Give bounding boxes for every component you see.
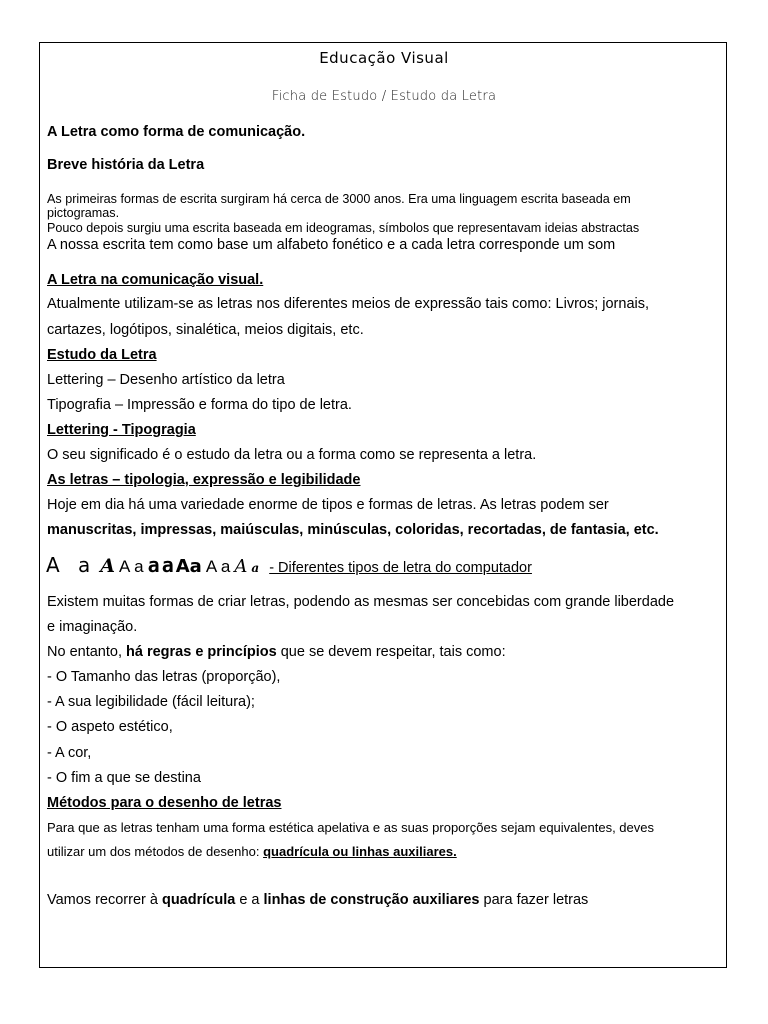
paragraph-line: As primeiras formas de escrita surgiram há cerca de 3000 anos. Era uma linguagem escrita baseada em — [47, 192, 631, 206]
list-item: - O aspeto estético, — [47, 719, 173, 735]
bold-text: há regras e princípios — [126, 644, 277, 660]
paragraph-line — [47, 644, 506, 660]
paragraph-line: Lettering – Desenho artístico da letra — [47, 372, 285, 388]
paragraph-line: Hoje em dia há uma variedade enorme de tipos e formas de letras. As letras podem ser — [47, 497, 609, 513]
text-span: que se devem respeitar, tais como: — [276, 644, 506, 660]
paragraph-line: Atualmente utilizam-se as letras nos diferentes meios de expressão tais como: Livros; jornais, — [47, 296, 650, 312]
paragraph-line: cartazes, logótipos, sinalética, meios digitais, etc. — [47, 322, 364, 338]
text-span: Vamos recorrer à — [47, 892, 162, 908]
paragraph-line: A nossa escrita tem como base um alfabeto fonético e a cada letra corresponde um som — [47, 237, 616, 253]
heading-lettering-tipografia: Lettering - Tipogragia — [47, 422, 196, 438]
font-samples-caption: - Diferentes tipos de letra do computador — [269, 560, 532, 576]
list-item: - O fim a que se destina — [47, 770, 201, 786]
heading-tipologia: As letras – tipologia, expressão e legibilidade — [47, 472, 361, 488]
text-span: e a — [235, 892, 264, 908]
paragraph-line: Pouco depois surgiu uma escrita baseada em ideogramas, símbolos que representavam ideias abstractas — [47, 221, 640, 235]
font-sample: A a — [119, 557, 144, 576]
paragraph-line — [47, 844, 457, 859]
text-span: No entanto, — [47, 644, 126, 660]
font-sample: A a — [46, 553, 97, 577]
document-subtitle: Ficha de Estudo / Estudo da Letra — [271, 89, 497, 104]
heading-metodos: Métodos para o desenho de letras — [47, 795, 282, 811]
paragraph-line: pictogramas. — [47, 206, 120, 220]
font-sample: a — [251, 561, 260, 575]
paragraph-line: O seu significado é o estudo da letra ou a forma como se representa a letra. — [47, 447, 537, 463]
font-sample: A — [234, 556, 248, 577]
font-sample: a — [147, 553, 158, 577]
paragraph-line: Para que as letras tenham uma forma estética apelativa e as suas proporções sejam equivalentes, deves — [47, 820, 655, 835]
heading-letra-comunicacao: A Letra como forma de comunicação. — [47, 124, 306, 140]
list-item: - O Tamanho das letras (proporção), — [47, 669, 281, 685]
paragraph-line-bold: manuscritas, impressas, maiúsculas, minúsculas, coloridas, recortadas, de fantasia, etc. — [47, 522, 659, 538]
bold-text: linhas de construção auxiliares — [263, 892, 480, 908]
heading-estudo-letra: Estudo da Letra — [47, 347, 157, 363]
heading-comunicacao-visual: A Letra na comunicação visual. — [47, 272, 264, 288]
font-sample: a — [161, 553, 172, 577]
underlined-bold-text: quadrícula ou linhas auxiliares. — [263, 844, 457, 859]
text-span: utilizar um dos métodos de desenho: — [47, 844, 264, 859]
bold-text: quadrícula — [161, 892, 236, 908]
document-title: Educação Visual — [319, 49, 449, 67]
font-sample: A — [100, 555, 116, 577]
font-sample: Aa — [175, 556, 202, 577]
text-span: para fazer letras — [479, 892, 589, 908]
final-paragraph — [47, 892, 588, 908]
font-samples-row — [46, 553, 532, 579]
paragraph-line: e imaginação. — [47, 619, 138, 635]
paragraph-line: Tipografia – Impressão e forma do tipo de letra. — [47, 397, 352, 413]
list-item: - A sua legibilidade (fácil leitura); — [47, 694, 255, 710]
list-item: - A cor, — [47, 745, 92, 761]
paragraph-line: Existem muitas formas de criar letras, podendo as mesmas ser concebidas com grande liberdade — [47, 594, 675, 610]
heading-breve-historia: Breve história da Letra — [47, 157, 205, 173]
font-sample: A a — [205, 557, 231, 576]
